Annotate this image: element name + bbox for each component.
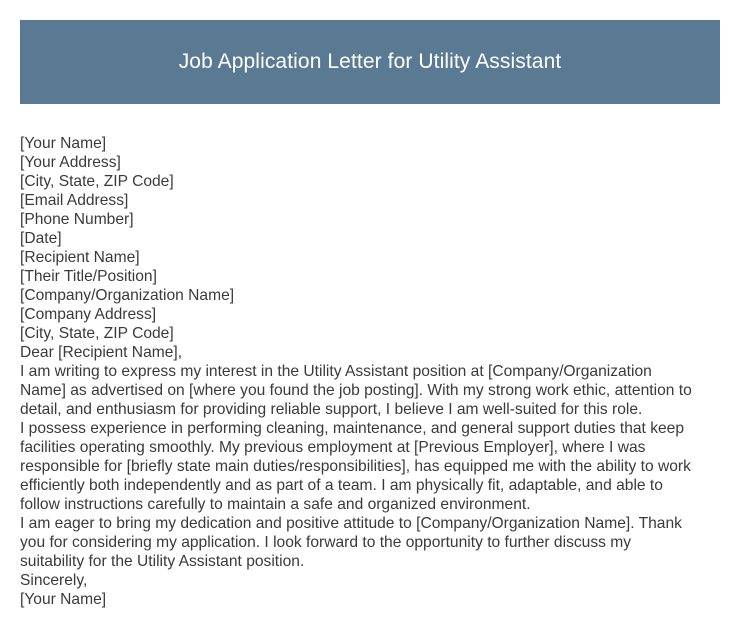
- paragraph-line: I am writing to express my interest in the Utility Assistant position at [Company/Organization: [20, 363, 652, 380]
- recipient-city-state-zip: [City, State, ZIP Code]: [20, 325, 174, 342]
- closing: Sincerely,: [20, 572, 88, 589]
- paragraph-line: I am eager to bring my dedication and positive attitude to [Company/Organization Name]. Thank: [20, 515, 682, 532]
- recipient-address: [Company Address]: [20, 306, 157, 323]
- recipient-company: [Company/Organization Name]: [20, 287, 235, 304]
- recipient-name: [Recipient Name]: [20, 249, 140, 266]
- letter-body: [20, 134, 724, 609]
- paragraph-3: [20, 514, 724, 571]
- page-title: Job Application Letter for Utility Assistant: [178, 50, 562, 73]
- paragraph-line: Name] as advertised on [where you found the job posting]. With my strong work ethic, attention to: [20, 382, 692, 399]
- letter-date: [Date]: [20, 230, 62, 247]
- header-banner: [20, 20, 720, 104]
- greeting: Dear [Recipient Name],: [20, 344, 183, 361]
- recipient-title: [Their Title/Position]: [20, 268, 157, 285]
- signature: [Your Name]: [20, 591, 107, 608]
- paragraph-line: detail, and enthusiasm for providing reliable support, I believe I am well-suited for this role.: [20, 401, 643, 418]
- sender-phone: [Phone Number]: [20, 211, 134, 228]
- sender-block: [20, 134, 724, 248]
- recipient-block: [20, 248, 724, 343]
- paragraph-line: responsible for [briefly state main duties/responsibilities], has equipped me with the ability to work: [20, 458, 691, 475]
- sender-address: [Your Address]: [20, 154, 121, 171]
- paragraph-line: follow instructions carefully to maintain a safe and organized environment.: [20, 496, 531, 513]
- sender-city-state-zip: [City, State, ZIP Code]: [20, 173, 174, 190]
- paragraph-line: suitability for the Utility Assistant position.: [20, 553, 305, 570]
- paragraph-line: I possess experience in performing cleaning, maintenance, and general support duties that keep: [20, 420, 685, 437]
- paragraph-line: efficiently both independently and as part of a team. I am physically fit, adaptable, and able to: [20, 477, 663, 494]
- paragraph-1: [20, 362, 724, 419]
- paragraph-line: facilities operating smoothly. My previous employment at [Previous Employer], where I was: [20, 439, 646, 456]
- paragraph-2: [20, 419, 724, 514]
- paragraph-line: you for considering my application. I look forward to the opportunity to further discuss my: [20, 534, 632, 551]
- sender-name: [Your Name]: [20, 135, 107, 152]
- sender-email: [Email Address]: [20, 192, 129, 209]
